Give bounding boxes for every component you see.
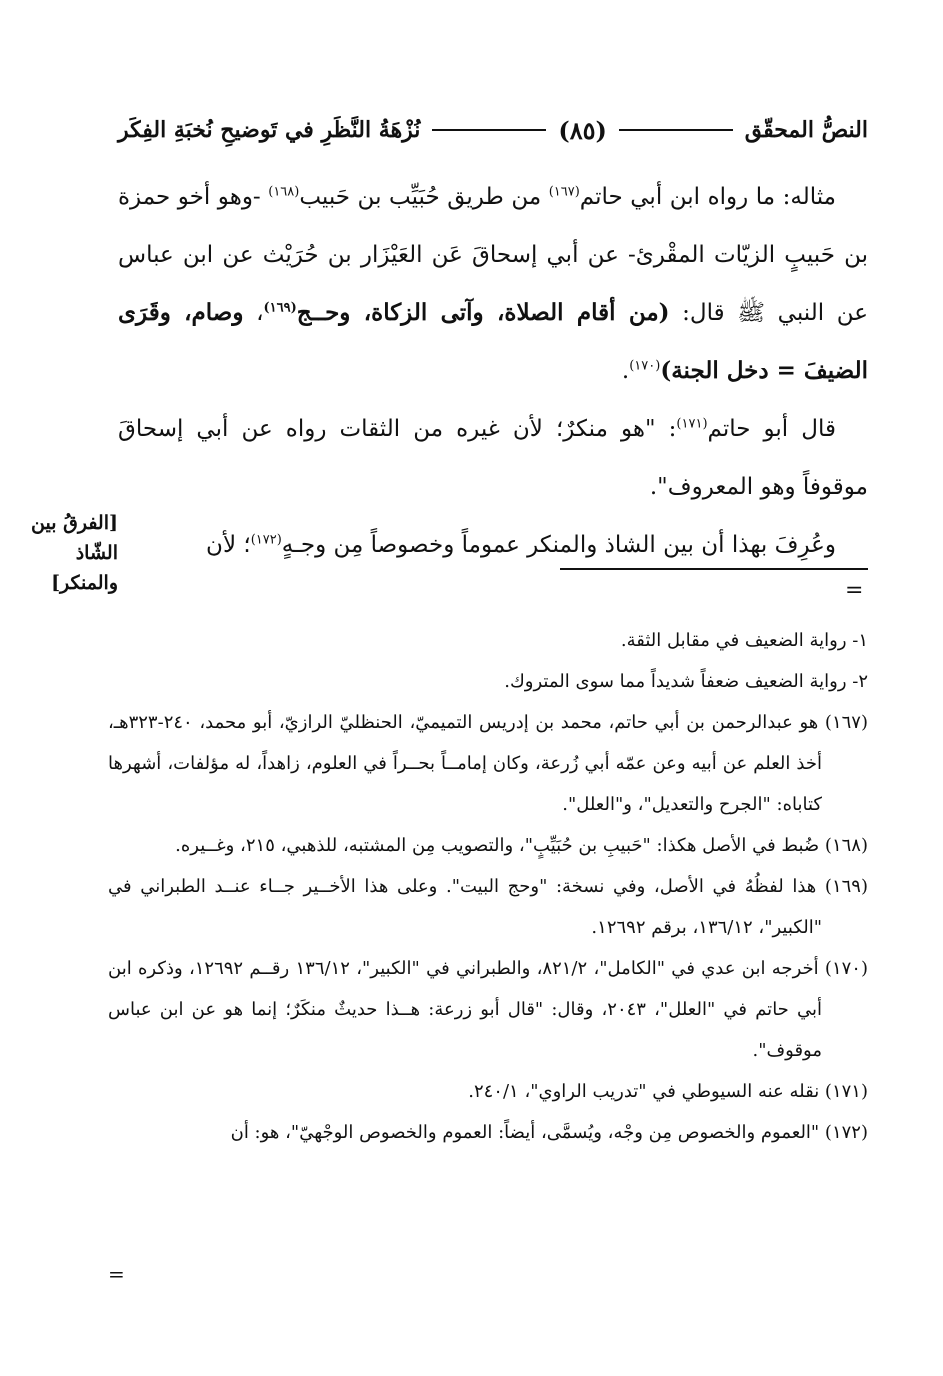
footnote-ref-167: (١٦٧) (548, 184, 580, 200)
margin-heading: [الفرقُ بين الشّاذ والمنكر] (31, 512, 118, 594)
text-run: وعُرِفَ بهذا أن بين الشاذ والمنكر عموماً وخصوصاً مِن وجـهٍ (281, 532, 836, 558)
text-run: ؛ لأن (206, 532, 251, 558)
running-header (118, 108, 868, 152)
header-rule-right (619, 129, 733, 131)
footnotes (108, 620, 868, 1153)
paragraph-abu-hatim (118, 400, 868, 516)
footnote-item: (١٧٠) أخرجه ابن عدي في "الكامل"، ٨٢١/٢، والطبراني في "الكبير"، ١٣٦/١٢ رقــم ١٢٦٩٢، وذكره ابن أبي حاتم في "العلل"، ٢٠٤٣، وقال: "قال أبو زرعة: هــذا حديثٌ منكَرٌ؛ إنما هو عن ابن عباس موقوف". (108, 958, 868, 1061)
paragraph-conclusion (118, 516, 868, 574)
hadith-quote: (من أقام الصلاة، وآتى الزكاة، وحــج (296, 299, 670, 326)
footnote-ref-169: (١٦٩) (263, 300, 297, 316)
continuation-mark-top: = (845, 578, 864, 603)
footnote-ref-172: (١٧٢) (250, 532, 282, 548)
text-run: مثاله: ما رواه ابن أبي حاتم (579, 184, 836, 210)
header-rule-left (432, 129, 546, 131)
footnote-item: ١- رواية الضعيف في مقابل الثقة. (620, 630, 868, 651)
text-run: : "هو منكرٌ؛ لأن غيره من الثقات رواه عن أبي إسحاقَ موقوفاً وهو المعروف". (118, 416, 868, 500)
text-run: . (621, 358, 630, 384)
section-title: النصُّ المحقّق (744, 117, 868, 143)
text-run: قال أبو حاتم (707, 416, 836, 442)
book-title: نُزْهَةُ النَّظَرِ في تَوضيحِ نُخبَةِ الفِكَر (117, 117, 421, 143)
footnote-ref-168: (١٦٨) (268, 184, 300, 200)
footnote-item: (١٦٧) هو عبدالرحمن بن أبي حاتم، محمد بن إدريس التميميّ، الحنظليّ الرازيّ، أبو محمد، ٢٤٠-٣٢٣هـ، أخذ العلم عن أبيه وعن عمّه أبي زُرعة، وكان إمامــاً بحــراً في العلوم، زاهداً، له مؤلفات، أشهرها كتاباه: "الجرح والتعديل"، و"العلل". (108, 712, 868, 815)
footnote-separator (560, 568, 868, 570)
footnote-item: (١٧٢) "العموم والخصوص مِن وجْه، ويُسمَّى، أيضاً: العموم والخصوص الوجْهيّ"، هو: أن (230, 1122, 868, 1143)
text-run: من طريق حُبَيِّب بن حَبيب (299, 184, 549, 210)
footnote-item: ٢- رواية الضعيف ضعفاً شديداً مما سوى المتروك. (504, 671, 868, 692)
paragraph-example (118, 168, 868, 400)
text-run: -وهو أخو حمزة بن حَبيبٍ الزيّات المقْرئ- عن أبي إسحاقَ عَن العَيْزَار بن حُرَيْث عن ابن عباس عن النبي ﷺ قال: (118, 184, 868, 326)
footnote-item: (١٦٨) ضُبط في الأصل هكذا: "حَبيبِ بن حُبَيِّبٍ"، والتصويب مِن المشتبه، للذهبي، ٢١٥، وغــيره. (175, 835, 868, 856)
continuation-mark-bottom: = (108, 1262, 125, 1286)
footnote-item: (١٦٩) هذا لفظُهُ في الأصل، وفي نسخة: "وحج البيت". وعلى هذا الأخــير جــاء عنــد الطبراني في "الكبير"، ١٣٦/١٢، برقم ١٢٦٩٢. (108, 876, 868, 938)
footnote-ref-170: (١٧٠) (629, 358, 661, 374)
main-text (118, 168, 868, 574)
page-number: (٨٥) (558, 115, 607, 145)
footnote-ref-171: (١٧١) (676, 416, 708, 432)
text-run: ، (243, 300, 264, 326)
footnote-item: (١٧١) نقله عنه السيوطي في "تدريب الراوي"، ٢٤٠/١. (468, 1081, 868, 1102)
hadith-quote-end: وصام، وقَرَى الضيفَ = دخل الجنة) (118, 299, 868, 384)
